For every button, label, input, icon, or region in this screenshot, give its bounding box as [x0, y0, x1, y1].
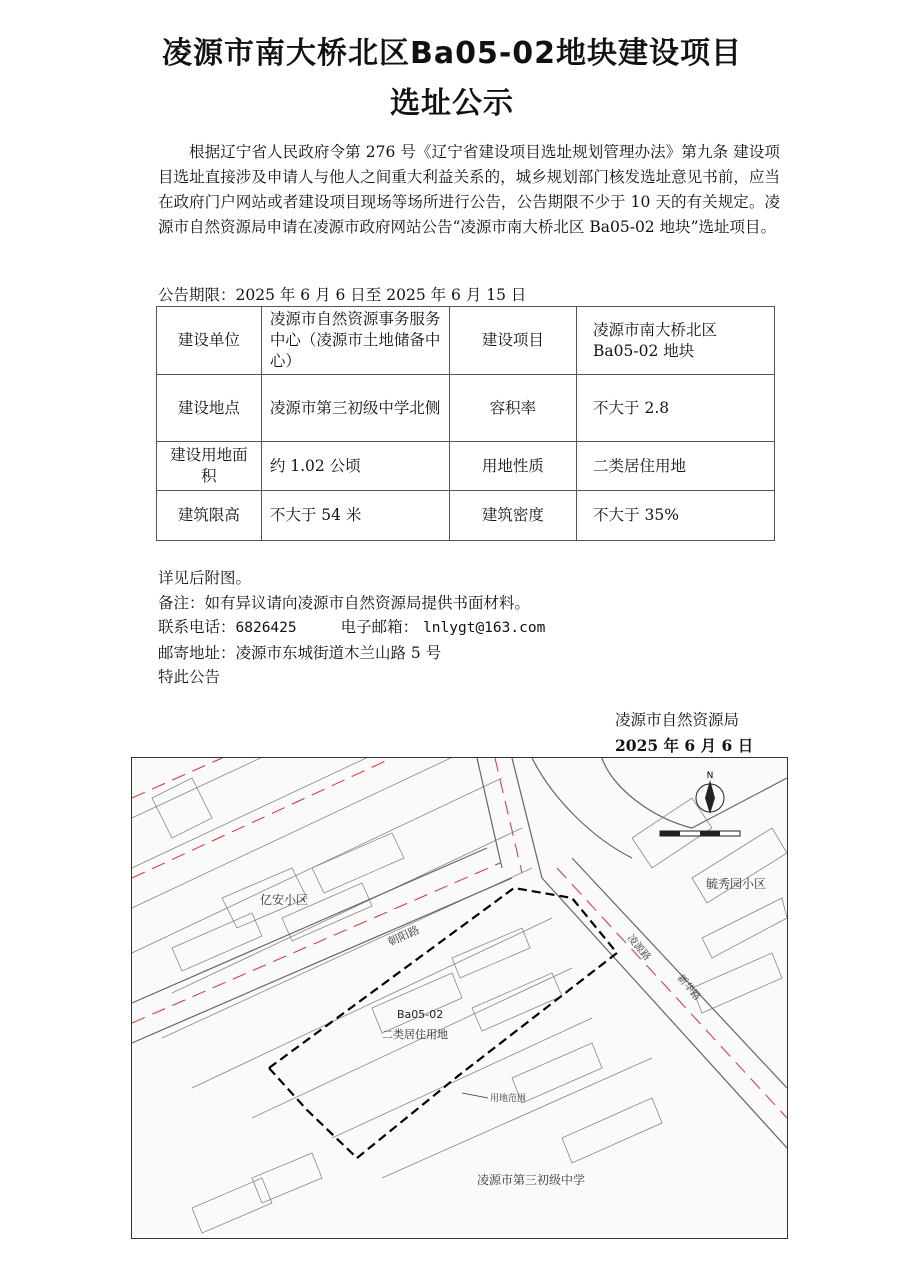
table-label: 建设项目 — [449, 307, 576, 375]
signature-block — [615, 708, 753, 758]
label-parcel-use: 二类居住用地 — [382, 1028, 448, 1041]
table-label: 容积率 — [449, 375, 576, 442]
notice-period: 公告期限：2025 年 6 月 6 日至 2025 年 6 月 15 日 — [158, 286, 527, 304]
label-school: 凌源市第三初级中学 — [477, 1173, 586, 1187]
table-row — [157, 491, 775, 541]
table-value: 凌源市自然资源事务服务中心（凌源市土地储备中心） — [261, 307, 449, 375]
email-address: lnlygt@163.com — [423, 620, 546, 636]
notes-block — [158, 566, 545, 690]
table-value: 约 1.02 公顷 — [261, 442, 449, 491]
table-value: 不大于 2.8 — [577, 375, 775, 442]
phone-label: 联系电话： — [158, 618, 236, 636]
table-value: 不大于 54 米 — [261, 491, 449, 541]
contact-line — [158, 615, 545, 641]
table-label: 建筑限高 — [157, 491, 262, 541]
signature-org: 凌源市自然资源局 — [615, 711, 740, 729]
page-title-line2: 选址公示 — [390, 86, 514, 121]
intro-paragraph: 根据辽宁省人民政府令第 276 号《辽宁省建设项目选址规划管理办法》第九条 建设项目选址直接涉及申请人与他人之间重大利益关系的，城乡规划部门核发选址意见书前，应当在政府门户网站或者建设项目现场等场所进行公告，公告期限不少于 10 天的有关规定。凌源市自然资源局申请在凌源市政府网站公告“凌源市南大桥北区 Ba05-02 地块”选址项目。 — [158, 143, 780, 236]
label-east-road-2: 新华路 — [674, 972, 703, 1003]
table-label: 建设用地面积 — [157, 442, 262, 491]
table-value: 二类居住用地 — [577, 442, 775, 491]
table-value: 不大于 35% — [577, 491, 775, 541]
see-attached-note: 详见后附图。 — [158, 569, 252, 587]
label-east-road-1: 凌源路 — [624, 932, 653, 963]
table-value: 凌源市第三初级中学北侧 — [261, 375, 449, 442]
table-label: 用地性质 — [449, 442, 576, 491]
label-yian-community: 亿安小区 — [260, 893, 309, 907]
site-map-drawing — [132, 758, 787, 1238]
table-row — [157, 442, 775, 491]
email-label: 电子邮箱： — [340, 618, 419, 636]
table-label: 建设地点 — [157, 375, 262, 442]
closing-text: 特此公告 — [158, 668, 221, 686]
table-label: 建筑密度 — [449, 491, 576, 541]
project-info-table — [156, 306, 775, 541]
phone-number: 6826425 — [235, 620, 297, 636]
page-title-line1: 凌源市南大桥北区Ba05-02地块建设项目 — [161, 36, 743, 71]
table-label: 建设单位 — [157, 307, 262, 375]
table-row — [157, 375, 775, 442]
mailing-address: 邮寄地址：凌源市东城街道木兰山路 5 号 — [158, 643, 442, 662]
label-parcel-code: Ba05-02 — [397, 1008, 444, 1021]
site-map — [131, 757, 788, 1239]
label-hangxiu-community: 毓秀园小区 — [706, 877, 767, 891]
label-chaoyang-road: 朝阳路 — [385, 923, 422, 949]
signature-date: 2025 年 6 月 6 日 — [615, 736, 754, 755]
scale-bar — [660, 831, 740, 836]
remark-note: 备注：如有异议请向凌源市自然资源局提供书面材料。 — [158, 593, 531, 612]
table-row — [157, 307, 775, 375]
north-label: N — [706, 771, 714, 781]
table-value: 凌源市南大桥北区 Ba05-02 地块 — [577, 307, 775, 375]
label-boundary: 用地范围 — [490, 1094, 527, 1104]
